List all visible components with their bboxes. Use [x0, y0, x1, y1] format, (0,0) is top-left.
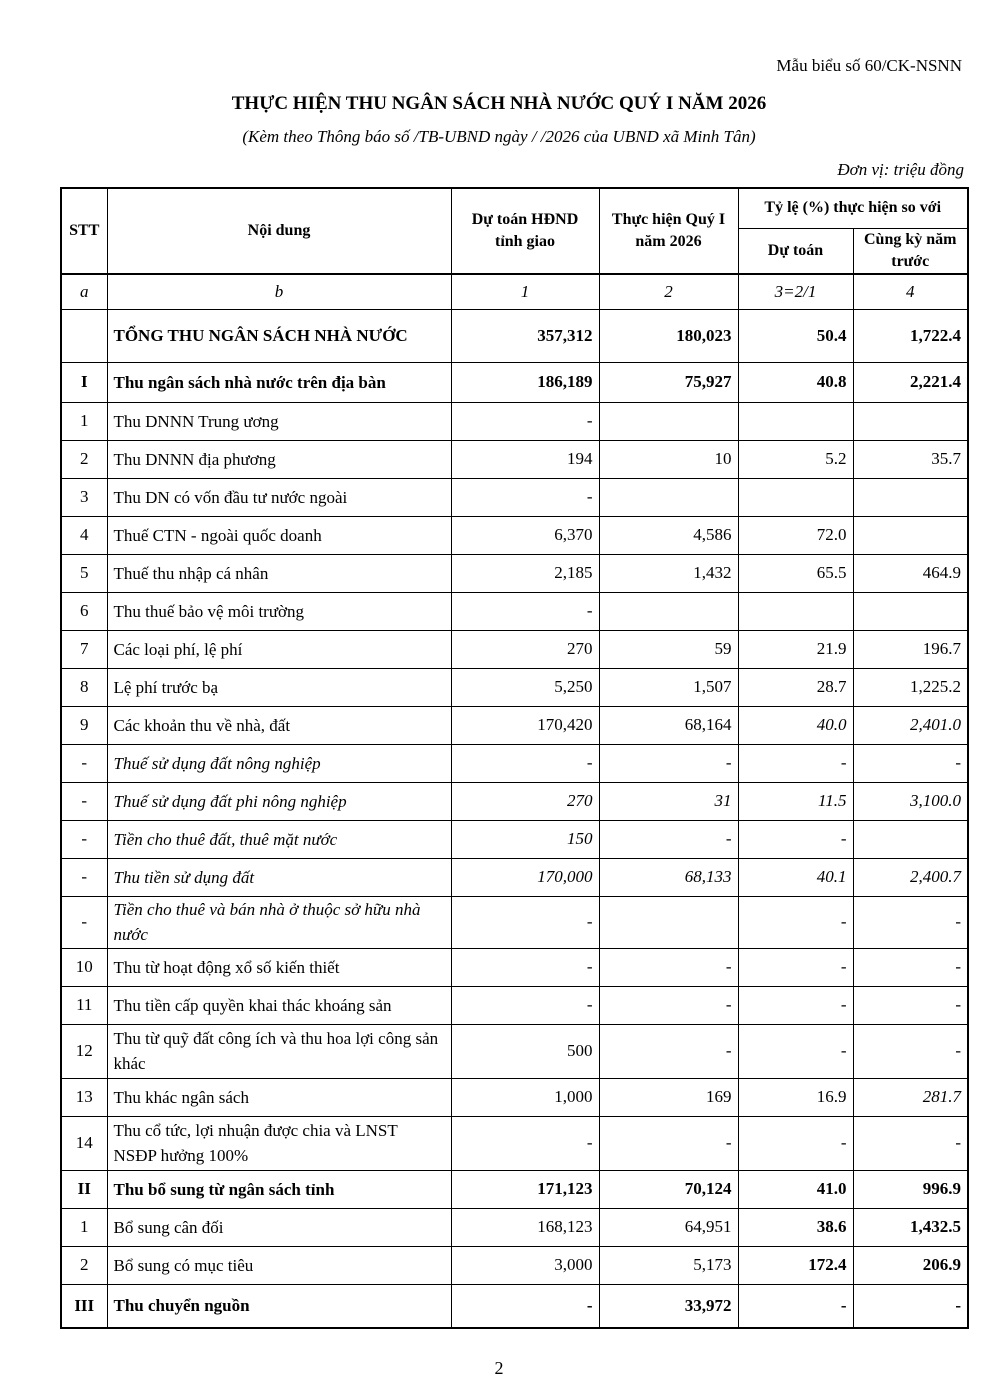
index-cell: b: [107, 274, 451, 309]
cell-actual: 1,507: [599, 668, 738, 706]
cell-stt: 6: [61, 592, 107, 630]
cell-actual: 70,124: [599, 1170, 738, 1208]
cell-stt: 4: [61, 516, 107, 554]
table-row: [61, 516, 968, 554]
header-ratio-prev: Cùng kỳ năm trước: [853, 228, 968, 274]
cell-name: Các khoản thu về nhà, đất: [107, 706, 451, 744]
cell-ratio-prev: 196.7: [853, 630, 968, 668]
cell-name: Thu cổ tức, lợi nhuận được chia và LNST NSĐP hưởng 100%: [107, 1116, 451, 1170]
cell-ratio-prev: -: [853, 744, 968, 782]
index-cell: a: [61, 274, 107, 309]
page-number: 2: [494, 1358, 504, 1378]
cell-name: Thuế sử dụng đất nông nghiệp: [107, 744, 451, 782]
cell-ratio-prev: 35.7: [853, 440, 968, 478]
cell-ratio-prev: 1,432.5: [853, 1208, 968, 1246]
cell-estimate: -: [451, 1284, 599, 1328]
table-row: [61, 309, 968, 362]
header-content: Nội dung: [107, 188, 451, 274]
cell-ratio-prev: 206.9: [853, 1246, 968, 1284]
cell-name: Thu DNNN Trung ương: [107, 402, 451, 440]
cell-actual: [599, 896, 738, 948]
table-row: [61, 668, 968, 706]
cell-estimate: 2,185: [451, 554, 599, 592]
cell-estimate: 357,312: [451, 309, 599, 362]
table-row: [61, 1170, 968, 1208]
cell-stt: 13: [61, 1078, 107, 1116]
cell-estimate: -: [451, 1116, 599, 1170]
table-row: [61, 948, 968, 986]
cell-actual: -: [599, 744, 738, 782]
table-row: [61, 1116, 968, 1170]
table-row: [61, 1078, 968, 1116]
cell-stt: 5: [61, 554, 107, 592]
cell-estimate: 270: [451, 630, 599, 668]
cell-ratio-prev: 996.9: [853, 1170, 968, 1208]
cell-ratio-estimate: -: [738, 1024, 853, 1078]
cell-ratio-prev: 2,400.7: [853, 858, 968, 896]
unit-label: Đơn vị: triệu đồng: [837, 160, 964, 179]
cell-name: Thu DN có vốn đầu tư nước ngoài: [107, 478, 451, 516]
cell-estimate: -: [451, 896, 599, 948]
cell-stt: -: [61, 782, 107, 820]
document-subtitle: [0, 127, 998, 147]
form-code: Mẫu biểu số 60/CK-NSNN: [776, 56, 962, 75]
cell-stt: III: [61, 1284, 107, 1328]
cell-ratio-prev: -: [853, 948, 968, 986]
cell-ratio-prev: [853, 592, 968, 630]
column-index-row: [61, 274, 968, 309]
cell-ratio-prev: 3,100.0: [853, 782, 968, 820]
cell-ratio-prev: 281.7: [853, 1078, 968, 1116]
header-ratio-group: Tỷ lệ (%) thực hiện so với: [738, 188, 968, 228]
budget-table: [60, 187, 969, 1329]
table-row: [61, 858, 968, 896]
cell-actual: 68,164: [599, 706, 738, 744]
cell-ratio-prev: 2,221.4: [853, 362, 968, 402]
table-row: [61, 1024, 968, 1078]
cell-ratio-estimate: 16.9: [738, 1078, 853, 1116]
header-stt: STT: [61, 188, 107, 274]
index-cell: 2: [599, 274, 738, 309]
cell-estimate: 194: [451, 440, 599, 478]
cell-ratio-estimate: 41.0: [738, 1170, 853, 1208]
cell-ratio-prev: 1,722.4: [853, 309, 968, 362]
cell-estimate: 170,420: [451, 706, 599, 744]
cell-estimate: 168,123: [451, 1208, 599, 1246]
table-row: [61, 1246, 968, 1284]
cell-actual: 180,023: [599, 309, 738, 362]
table-row: [61, 706, 968, 744]
cell-stt: 9: [61, 706, 107, 744]
cell-ratio-estimate: 65.5: [738, 554, 853, 592]
cell-estimate: 186,189: [451, 362, 599, 402]
cell-ratio-estimate: [738, 478, 853, 516]
cell-estimate: 270: [451, 782, 599, 820]
cell-actual: [599, 402, 738, 440]
cell-name: Thuế thu nhập cá nhân: [107, 554, 451, 592]
cell-actual: [599, 592, 738, 630]
cell-name: Thu DNNN địa phương: [107, 440, 451, 478]
cell-estimate: 171,123: [451, 1170, 599, 1208]
cell-ratio-estimate: -: [738, 820, 853, 858]
cell-ratio-estimate: 5.2: [738, 440, 853, 478]
cell-stt: 1: [61, 402, 107, 440]
table-row: [61, 1284, 968, 1328]
cell-ratio-estimate: 72.0: [738, 516, 853, 554]
header-estimate: Dự toán HĐND tỉnh giao: [451, 188, 599, 274]
cell-estimate: 1,000: [451, 1078, 599, 1116]
cell-stt: -: [61, 896, 107, 948]
cell-name: Thu thuế bảo vệ môi trường: [107, 592, 451, 630]
cell-stt: II: [61, 1170, 107, 1208]
cell-ratio-prev: 1,225.2: [853, 668, 968, 706]
cell-ratio-estimate: [738, 592, 853, 630]
cell-ratio-estimate: -: [738, 1116, 853, 1170]
cell-estimate: 150: [451, 820, 599, 858]
table-row: [61, 592, 968, 630]
cell-name: Thu khác ngân sách: [107, 1078, 451, 1116]
cell-ratio-estimate: 40.8: [738, 362, 853, 402]
cell-name: Thu từ hoạt động xổ số kiến thiết: [107, 948, 451, 986]
cell-ratio-estimate: 172.4: [738, 1246, 853, 1284]
table-row: [61, 986, 968, 1024]
cell-ratio-estimate: -: [738, 896, 853, 948]
cell-ratio-estimate: 21.9: [738, 630, 853, 668]
cell-stt: -: [61, 858, 107, 896]
cell-actual: 169: [599, 1078, 738, 1116]
cell-stt: 14: [61, 1116, 107, 1170]
cell-ratio-prev: -: [853, 1116, 968, 1170]
cell-ratio-prev: [853, 820, 968, 858]
cell-name: Thuế sử dụng đất phi nông nghiệp: [107, 782, 451, 820]
cell-estimate: 3,000: [451, 1246, 599, 1284]
cell-actual: -: [599, 986, 738, 1024]
cell-actual: [599, 478, 738, 516]
cell-actual: 59: [599, 630, 738, 668]
table-row: [61, 1208, 968, 1246]
cell-actual: 4,586: [599, 516, 738, 554]
cell-estimate: 5,250: [451, 668, 599, 706]
cell-stt: I: [61, 362, 107, 402]
cell-stt: -: [61, 820, 107, 858]
index-cell: 4: [853, 274, 968, 309]
cell-stt: 8: [61, 668, 107, 706]
cell-ratio-estimate: [738, 402, 853, 440]
cell-name: TỔNG THU NGÂN SÁCH NHÀ NƯỚC: [107, 309, 451, 362]
cell-ratio-prev: -: [853, 896, 968, 948]
cell-actual: 64,951: [599, 1208, 738, 1246]
cell-ratio-prev: -: [853, 1024, 968, 1078]
cell-ratio-estimate: 40.0: [738, 706, 853, 744]
cell-name: Thu chuyển nguồn: [107, 1284, 451, 1328]
cell-ratio-prev: [853, 402, 968, 440]
cell-ratio-prev: -: [853, 986, 968, 1024]
cell-name: Tiền cho thuê đất, thuê mặt nước: [107, 820, 451, 858]
cell-actual: 75,927: [599, 362, 738, 402]
cell-estimate: 170,000: [451, 858, 599, 896]
document-title: THỰC HIỆN THU NGÂN SÁCH NHÀ NƯỚC QUÝ I NĂM 2026: [231, 93, 767, 114]
cell-ratio-estimate: -: [738, 986, 853, 1024]
cell-ratio-estimate: -: [738, 1284, 853, 1328]
table-row: [61, 820, 968, 858]
cell-name: Lệ phí trước bạ: [107, 668, 451, 706]
cell-estimate: -: [451, 478, 599, 516]
cell-stt: 2: [61, 1246, 107, 1284]
cell-ratio-prev: [853, 516, 968, 554]
table-row: [61, 744, 968, 782]
cell-stt: -: [61, 744, 107, 782]
table-row: [61, 478, 968, 516]
header-actual: Thực hiện Quý I năm 2026: [599, 188, 738, 274]
cell-ratio-prev: [853, 478, 968, 516]
cell-actual: 33,972: [599, 1284, 738, 1328]
index-cell: 3=2/1: [738, 274, 853, 309]
table-row: [61, 554, 968, 592]
cell-name: Thu bổ sung từ ngân sách tỉnh: [107, 1170, 451, 1208]
index-cell: 1: [451, 274, 599, 309]
cell-estimate: -: [451, 402, 599, 440]
cell-estimate: 500: [451, 1024, 599, 1078]
cell-name: Thu tiền cấp quyền khai thác khoáng sản: [107, 986, 451, 1024]
table-row: [61, 782, 968, 820]
cell-estimate: -: [451, 592, 599, 630]
cell-name: Bổ sung có mục tiêu: [107, 1246, 451, 1284]
cell-stt: 12: [61, 1024, 107, 1078]
cell-ratio-estimate: -: [738, 948, 853, 986]
subtitle-text: (Kèm theo Thông báo số /TB-UBND ngày / /2026 của UBND xã Minh Tân): [242, 127, 756, 146]
cell-name: Bổ sung cân đối: [107, 1208, 451, 1246]
table-row: [61, 896, 968, 948]
cell-name: Thu tiền sử dụng đất: [107, 858, 451, 896]
cell-actual: -: [599, 1024, 738, 1078]
cell-actual: 31: [599, 782, 738, 820]
cell-name: Thu từ quỹ đất công ích và thu hoa lợi công sản khác: [107, 1024, 451, 1078]
table-row: [61, 630, 968, 668]
cell-ratio-estimate: 11.5: [738, 782, 853, 820]
table-row: [61, 402, 968, 440]
cell-actual: 1,432: [599, 554, 738, 592]
cell-estimate: -: [451, 948, 599, 986]
cell-estimate: 6,370: [451, 516, 599, 554]
cell-name: Các loại phí, lệ phí: [107, 630, 451, 668]
cell-actual: 10: [599, 440, 738, 478]
cell-actual: -: [599, 948, 738, 986]
cell-actual: -: [599, 820, 738, 858]
cell-estimate: -: [451, 986, 599, 1024]
cell-ratio-estimate: 40.1: [738, 858, 853, 896]
header-ratio-estimate: Dự toán: [738, 228, 853, 274]
cell-actual: 5,173: [599, 1246, 738, 1284]
cell-actual: -: [599, 1116, 738, 1170]
cell-estimate: -: [451, 744, 599, 782]
cell-stt: 1: [61, 1208, 107, 1246]
cell-ratio-estimate: 28.7: [738, 668, 853, 706]
table-row: [61, 440, 968, 478]
cell-ratio-estimate: 50.4: [738, 309, 853, 362]
cell-ratio-estimate: 38.6: [738, 1208, 853, 1246]
cell-stt: 2: [61, 440, 107, 478]
cell-stt: 3: [61, 478, 107, 516]
cell-ratio-prev: 2,401.0: [853, 706, 968, 744]
cell-stt: [61, 309, 107, 362]
table-row: [61, 362, 968, 402]
cell-actual: 68,133: [599, 858, 738, 896]
cell-name: Thuế CTN - ngoài quốc doanh: [107, 516, 451, 554]
cell-name: Tiền cho thuê và bán nhà ở thuộc sở hữu nhà nước: [107, 896, 451, 948]
cell-ratio-prev: 464.9: [853, 554, 968, 592]
cell-stt: 10: [61, 948, 107, 986]
cell-stt: 7: [61, 630, 107, 668]
cell-stt: 11: [61, 986, 107, 1024]
cell-ratio-estimate: -: [738, 744, 853, 782]
cell-ratio-prev: -: [853, 1284, 968, 1328]
cell-name: Thu ngân sách nhà nước trên địa bàn: [107, 362, 451, 402]
